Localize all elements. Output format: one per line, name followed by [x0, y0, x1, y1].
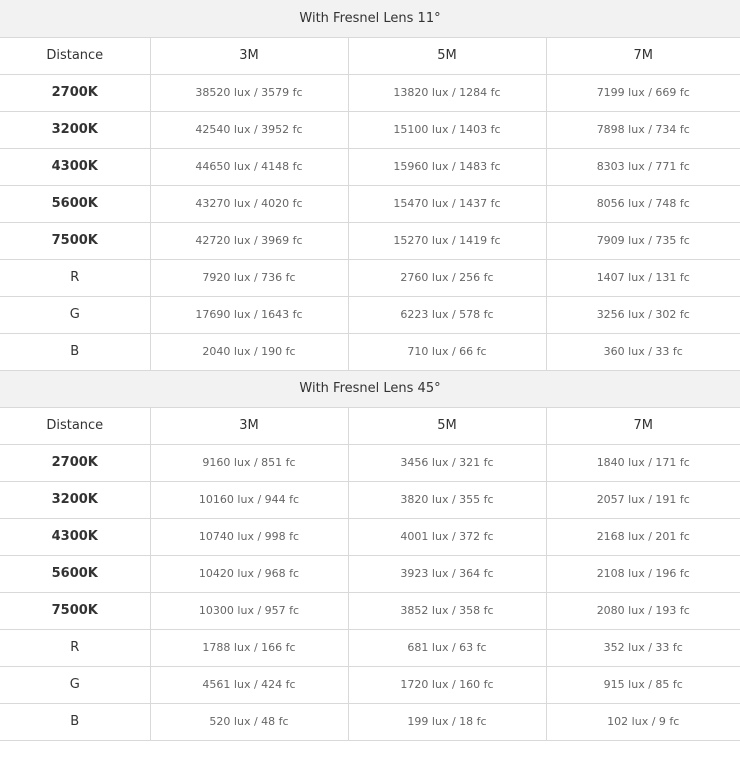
table-cell: 3923 lux / 364 fc [348, 555, 546, 592]
row-label: 7500K [0, 222, 150, 259]
table-cell: 3852 lux / 358 fc [348, 592, 546, 629]
table-cell: 102 lux / 9 fc [546, 703, 740, 740]
table-cell: 7920 lux / 736 fc [150, 259, 348, 296]
table-cell: 1407 lux / 131 fc [546, 259, 740, 296]
table-row [0, 185, 740, 222]
row-label: 7500K [0, 592, 150, 629]
table-cell: 42540 lux / 3952 fc [150, 111, 348, 148]
table-cell: 8303 lux / 771 fc [546, 148, 740, 185]
table-cell: 10420 lux / 968 fc [150, 555, 348, 592]
table-row [0, 592, 740, 629]
section-title-row [0, 370, 740, 407]
table-cell: 7898 lux / 734 fc [546, 111, 740, 148]
table-cell: 1788 lux / 166 fc [150, 629, 348, 666]
table-cell: 7909 lux / 735 fc [546, 222, 740, 259]
section-title: With Fresnel Lens 11° [0, 0, 740, 37]
table-cell: 6223 lux / 578 fc [348, 296, 546, 333]
table-row [0, 222, 740, 259]
table-cell: 15960 lux / 1483 fc [348, 148, 546, 185]
table-cell: 2040 lux / 190 fc [150, 333, 348, 370]
table-row [0, 629, 740, 666]
table-cell: 352 lux / 33 fc [546, 629, 740, 666]
row-label: 3200K [0, 111, 150, 148]
table-cell: 681 lux / 63 fc [348, 629, 546, 666]
row-label: R [0, 259, 150, 296]
table-cell: 3456 lux / 321 fc [348, 444, 546, 481]
table-row [0, 333, 740, 370]
table-cell: 1840 lux / 171 fc [546, 444, 740, 481]
table-row [0, 296, 740, 333]
column-header-distance: Distance [0, 37, 150, 74]
table-cell: 17690 lux / 1643 fc [150, 296, 348, 333]
row-label: 2700K [0, 74, 150, 111]
table-cell: 10300 lux / 957 fc [150, 592, 348, 629]
row-label: B [0, 703, 150, 740]
table-row [0, 555, 740, 592]
table-row [0, 703, 740, 740]
table-cell: 8056 lux / 748 fc [546, 185, 740, 222]
table-cell: 915 lux / 85 fc [546, 666, 740, 703]
row-label: 3200K [0, 481, 150, 518]
row-label: 2700K [0, 444, 150, 481]
column-header-3m: 3M [150, 37, 348, 74]
table-cell: 7199 lux / 669 fc [546, 74, 740, 111]
table-cell: 15100 lux / 1403 fc [348, 111, 546, 148]
table-cell: 1720 lux / 160 fc [348, 666, 546, 703]
table-row [0, 444, 740, 481]
row-label: 4300K [0, 518, 150, 555]
table-row [0, 666, 740, 703]
table-cell: 43270 lux / 4020 fc [150, 185, 348, 222]
table-cell: 38520 lux / 3579 fc [150, 74, 348, 111]
row-label: 5600K [0, 555, 150, 592]
table-row [0, 518, 740, 555]
table-cell: 360 lux / 33 fc [546, 333, 740, 370]
row-label: G [0, 666, 150, 703]
table-cell: 4001 lux / 372 fc [348, 518, 546, 555]
table-cell: 2108 lux / 196 fc [546, 555, 740, 592]
table-cell: 710 lux / 66 fc [348, 333, 546, 370]
table-cell: 2168 lux / 201 fc [546, 518, 740, 555]
table-cell: 15270 lux / 1419 fc [348, 222, 546, 259]
table-cell: 42720 lux / 3969 fc [150, 222, 348, 259]
table-cell: 199 lux / 18 fc [348, 703, 546, 740]
table-cell: 3820 lux / 355 fc [348, 481, 546, 518]
row-label: R [0, 629, 150, 666]
row-label: 5600K [0, 185, 150, 222]
table-cell: 520 lux / 48 fc [150, 703, 348, 740]
section-title-row [0, 0, 740, 37]
table-cell: 13820 lux / 1284 fc [348, 74, 546, 111]
table-row [0, 148, 740, 185]
column-header-7m: 7M [546, 37, 740, 74]
table-cell: 2080 lux / 193 fc [546, 592, 740, 629]
column-header-7m: 7M [546, 407, 740, 444]
section-title: With Fresnel Lens 45° [0, 370, 740, 407]
column-header-5m: 5M [348, 37, 546, 74]
row-label: G [0, 296, 150, 333]
row-label: B [0, 333, 150, 370]
table-cell: 2057 lux / 191 fc [546, 481, 740, 518]
table-cell: 4561 lux / 424 fc [150, 666, 348, 703]
column-header-row [0, 37, 740, 74]
table-cell: 44650 lux / 4148 fc [150, 148, 348, 185]
table-row [0, 74, 740, 111]
table-row [0, 481, 740, 518]
column-header-distance: Distance [0, 407, 150, 444]
table-row [0, 111, 740, 148]
column-header-3m: 3M [150, 407, 348, 444]
table-row [0, 259, 740, 296]
table-cell: 3256 lux / 302 fc [546, 296, 740, 333]
table-cell: 10160 lux / 944 fc [150, 481, 348, 518]
table-cell: 9160 lux / 851 fc [150, 444, 348, 481]
column-header-row [0, 407, 740, 444]
column-header-5m: 5M [348, 407, 546, 444]
table-cell: 2760 lux / 256 fc [348, 259, 546, 296]
row-label: 4300K [0, 148, 150, 185]
table-cell: 10740 lux / 998 fc [150, 518, 348, 555]
table-cell: 15470 lux / 1437 fc [348, 185, 546, 222]
